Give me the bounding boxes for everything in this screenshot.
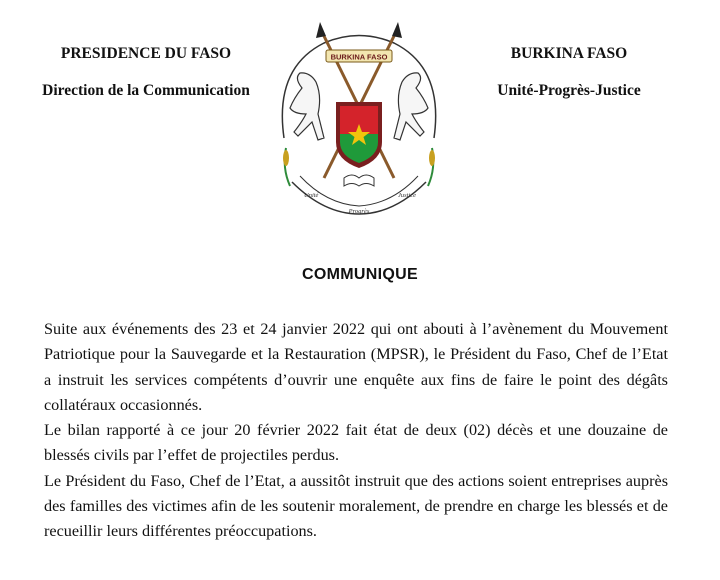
horse-left	[290, 73, 324, 140]
issuer-block	[16, 42, 276, 102]
country-block	[444, 42, 694, 102]
motto-justice: Justice	[398, 192, 417, 199]
issuer-title: PRESIDENCE DU FASO	[60, 45, 232, 62]
banner-text: BURKINA FASO	[330, 52, 388, 62]
national-motto: Unité-Progrès-Justice	[497, 82, 641, 99]
flag-shield	[336, 102, 382, 168]
communique-body	[44, 317, 668, 545]
open-book-icon	[344, 175, 374, 186]
paragraph-1: Suite aux événements des 23 et 24 janvier 2022 qui ont abouti à l’avènement du Mouvement Patriotique pour la Sauvegarde et la Restauration (MPSR), le Président du Faso, Chef de l’Etat a instruit les services compétents d’ouvrir une enquête aux fins de faire le point des dégâts collatéraux occasionnés.	[44, 320, 668, 414]
paragraph-2: Le bilan rapporté à ce jour 20 février 2022 fait état de deux (02) décès et une douzaine de blessés civils par l’effet de projectiles perdus.	[44, 421, 668, 465]
paragraph-3: Le Président du Faso, Chef de l’Etat, a aussitôt instruit que des actions soient entreprises auprès des familles des victimes afin de les soutenir moralement, de prendre en charge les blessés et de recueillir leurs différentes préoccupations.	[44, 471, 668, 541]
country-name: BURKINA FASO	[510, 45, 628, 62]
issuer-department: Direction de la Communication	[42, 82, 250, 99]
motto-progress: Progrès	[348, 208, 370, 215]
horse-right	[394, 73, 428, 140]
coat-of-arms-emblem	[264, 18, 454, 218]
document-title: COMMUNIQUE	[302, 266, 418, 283]
motto-unity: Unité	[304, 192, 319, 199]
